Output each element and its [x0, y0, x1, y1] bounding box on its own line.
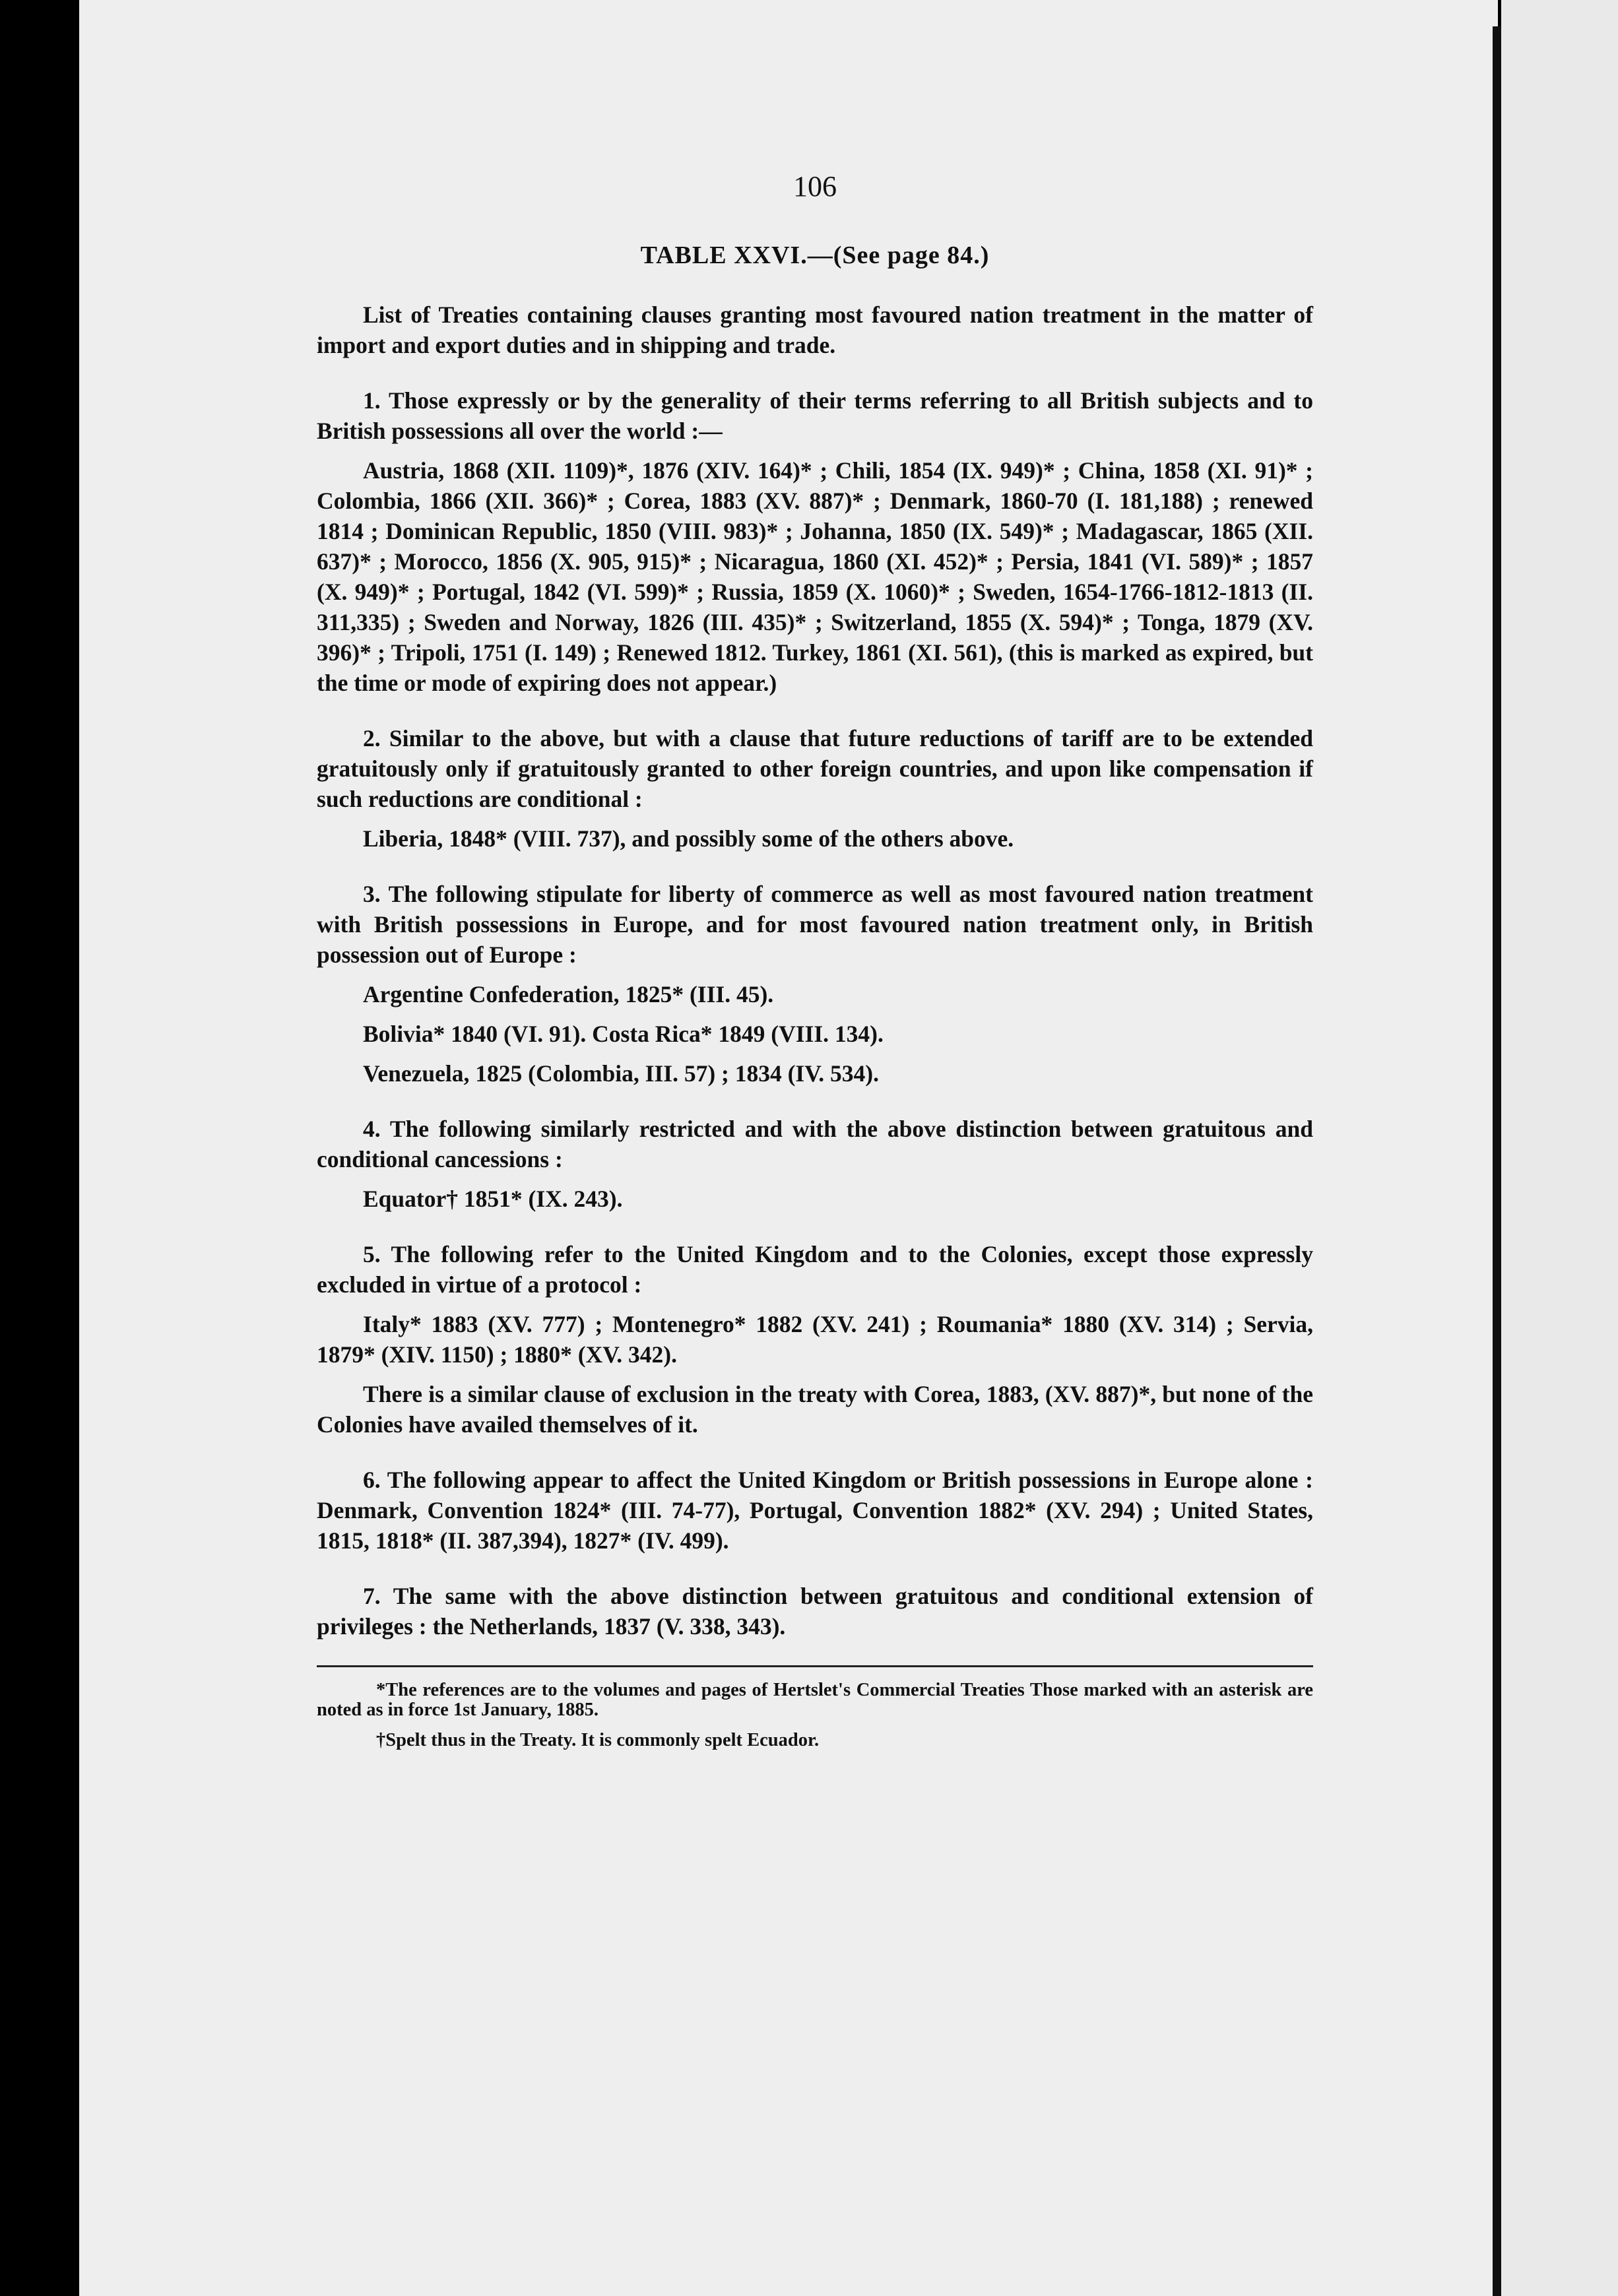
section-4-heading: 4. The following similarly restricted and with the above distinction between gratuitous and conditional cancessions : — [317, 1116, 1313, 1172]
section-3-entry-1: Argentine Confederation, 1825* (III. 45). — [363, 981, 774, 1007]
footnotes — [317, 1680, 1313, 1750]
binding-shadow — [1493, 26, 1502, 2296]
section-3-entry-3: Venezuela, 1825 (Colombia, III. 57) ; 1834 (IV. 534). — [363, 1060, 879, 1087]
section-1-heading: 1. Those expressly or by the generality of their terms referring to all British subjects and to British possessions all over the world :— — [317, 387, 1313, 444]
adjacent-page-edge — [1501, 0, 1618, 2296]
footnote-rule — [317, 1665, 1313, 1667]
table-heading: TABLE XXVI.—(See page 84.) — [640, 241, 990, 269]
section-5-entry-2: There is a similar clause of exclusion in the treaty with Corea, 1883, (XV. 887)*, but none of the Colonies have availed themselves of it. — [317, 1381, 1313, 1438]
intro-paragraph: List of Treaties containing clauses granting most favoured nation treatment in the matter of import and export duties and in shipping and trade. — [317, 302, 1313, 358]
section-1-entry-1: Austria, 1868 (XII. 1109)*, 1876 (XIV. 164)* ; Chili, 1854 (IX. 949)* ; China, 1858 (XI. 91)* ; Colombia, 1866 (XII. 366)* ; Corea, 1883 (XV. 887)* ; Denmark, 1860-70 (I. 181,188) ; renewed 1814 ; Dominican Republic, 1850 (VIII. 983)* ; Johanna, 1850 (IX. 549)* ; Madagascar, 1865 (XII. 637)* ; Morocco, 1856 (X. 905, 915)* ; Nicaragua, 1860 (XI. 452)* ; Persia, 1841 (VI. 589)* ; 1857 (X. 949)* ; Portugal, 1842 (VI. 599)* ; Russia, 1859 (X. 1060)* ; Sweden, 1654-1766-1812-1813 (II. 311,335) ; Sweden and Norway, 1826 (III. 435)* ; Switzerland, 1855 (X. 594)* ; Tonga, 1879 (XV. 396)* ; Tripoli, 1751 (I. 149) ; Renewed 1812. Turkey, 1861 (XI. 561), (this is marked as expired, but the time or mode of expiring does not appear.) — [317, 457, 1313, 696]
section-5-heading: 5. The following refer to the United Kingdom and to the Colonies, except those expressly excluded in virtue of a protocol : — [317, 1241, 1313, 1298]
page-number: 106 — [793, 170, 837, 203]
section-7-paragraph: 7. The same with the above distinction between gratuitous and conditional extension of privileges : the Netherlands, 1837 (V. 338, 343). — [317, 1583, 1313, 1640]
section-2-entry-1: Liberia, 1848* (VIII. 737), and possibly some of the others above. — [363, 825, 1014, 852]
page-text — [317, 172, 1313, 1750]
footnote-asterisk: *The references are to the volumes and pages of Hertslet's Commercial Treaties Those marked with an asterisk are noted as in force 1st January, 1885. — [317, 1680, 1313, 1720]
section-6-paragraph: 6. The following appear to affect the United Kingdom or British possessions in Europe alone : Denmark, Convention 1824* (III. 74-77), Portugal, Convention 1882* (XV. 294) ; United States, 1815, 1818* (II. 387,394), 1827* (IV. 499). — [317, 1467, 1313, 1554]
section-4-entry-1: Equator† 1851* (IX. 243). — [363, 1186, 623, 1212]
section-3-heading: 3. The following stipulate for liberty of commerce as well as most favoured nation treatment with British possessions in Europe, and for most favoured nation treatment only, in British possession out of Europe : — [317, 881, 1313, 968]
footnote-dagger: †Spelt thus in the Treaty. It is commonly spelt Ecuador. — [376, 1730, 820, 1750]
section-5-entry-1: Italy* 1883 (XV. 777) ; Montenegro* 1882 (XV. 241) ; Roumania* 1880 (XV. 314) ; Servia, 1879* (XIV. 1150) ; 1880* (XV. 342). — [317, 1311, 1313, 1368]
section-3-entry-2: Bolivia* 1840 (VI. 91). Costa Rica* 1849 (VIII. 134). — [363, 1021, 884, 1047]
section-2-heading: 2. Similar to the above, but with a clause that future reductions of tariff are to be extended gratuitously only if gratuitously granted to other foreign countries, and upon like compensation if such reductions are conditional : — [317, 725, 1313, 812]
